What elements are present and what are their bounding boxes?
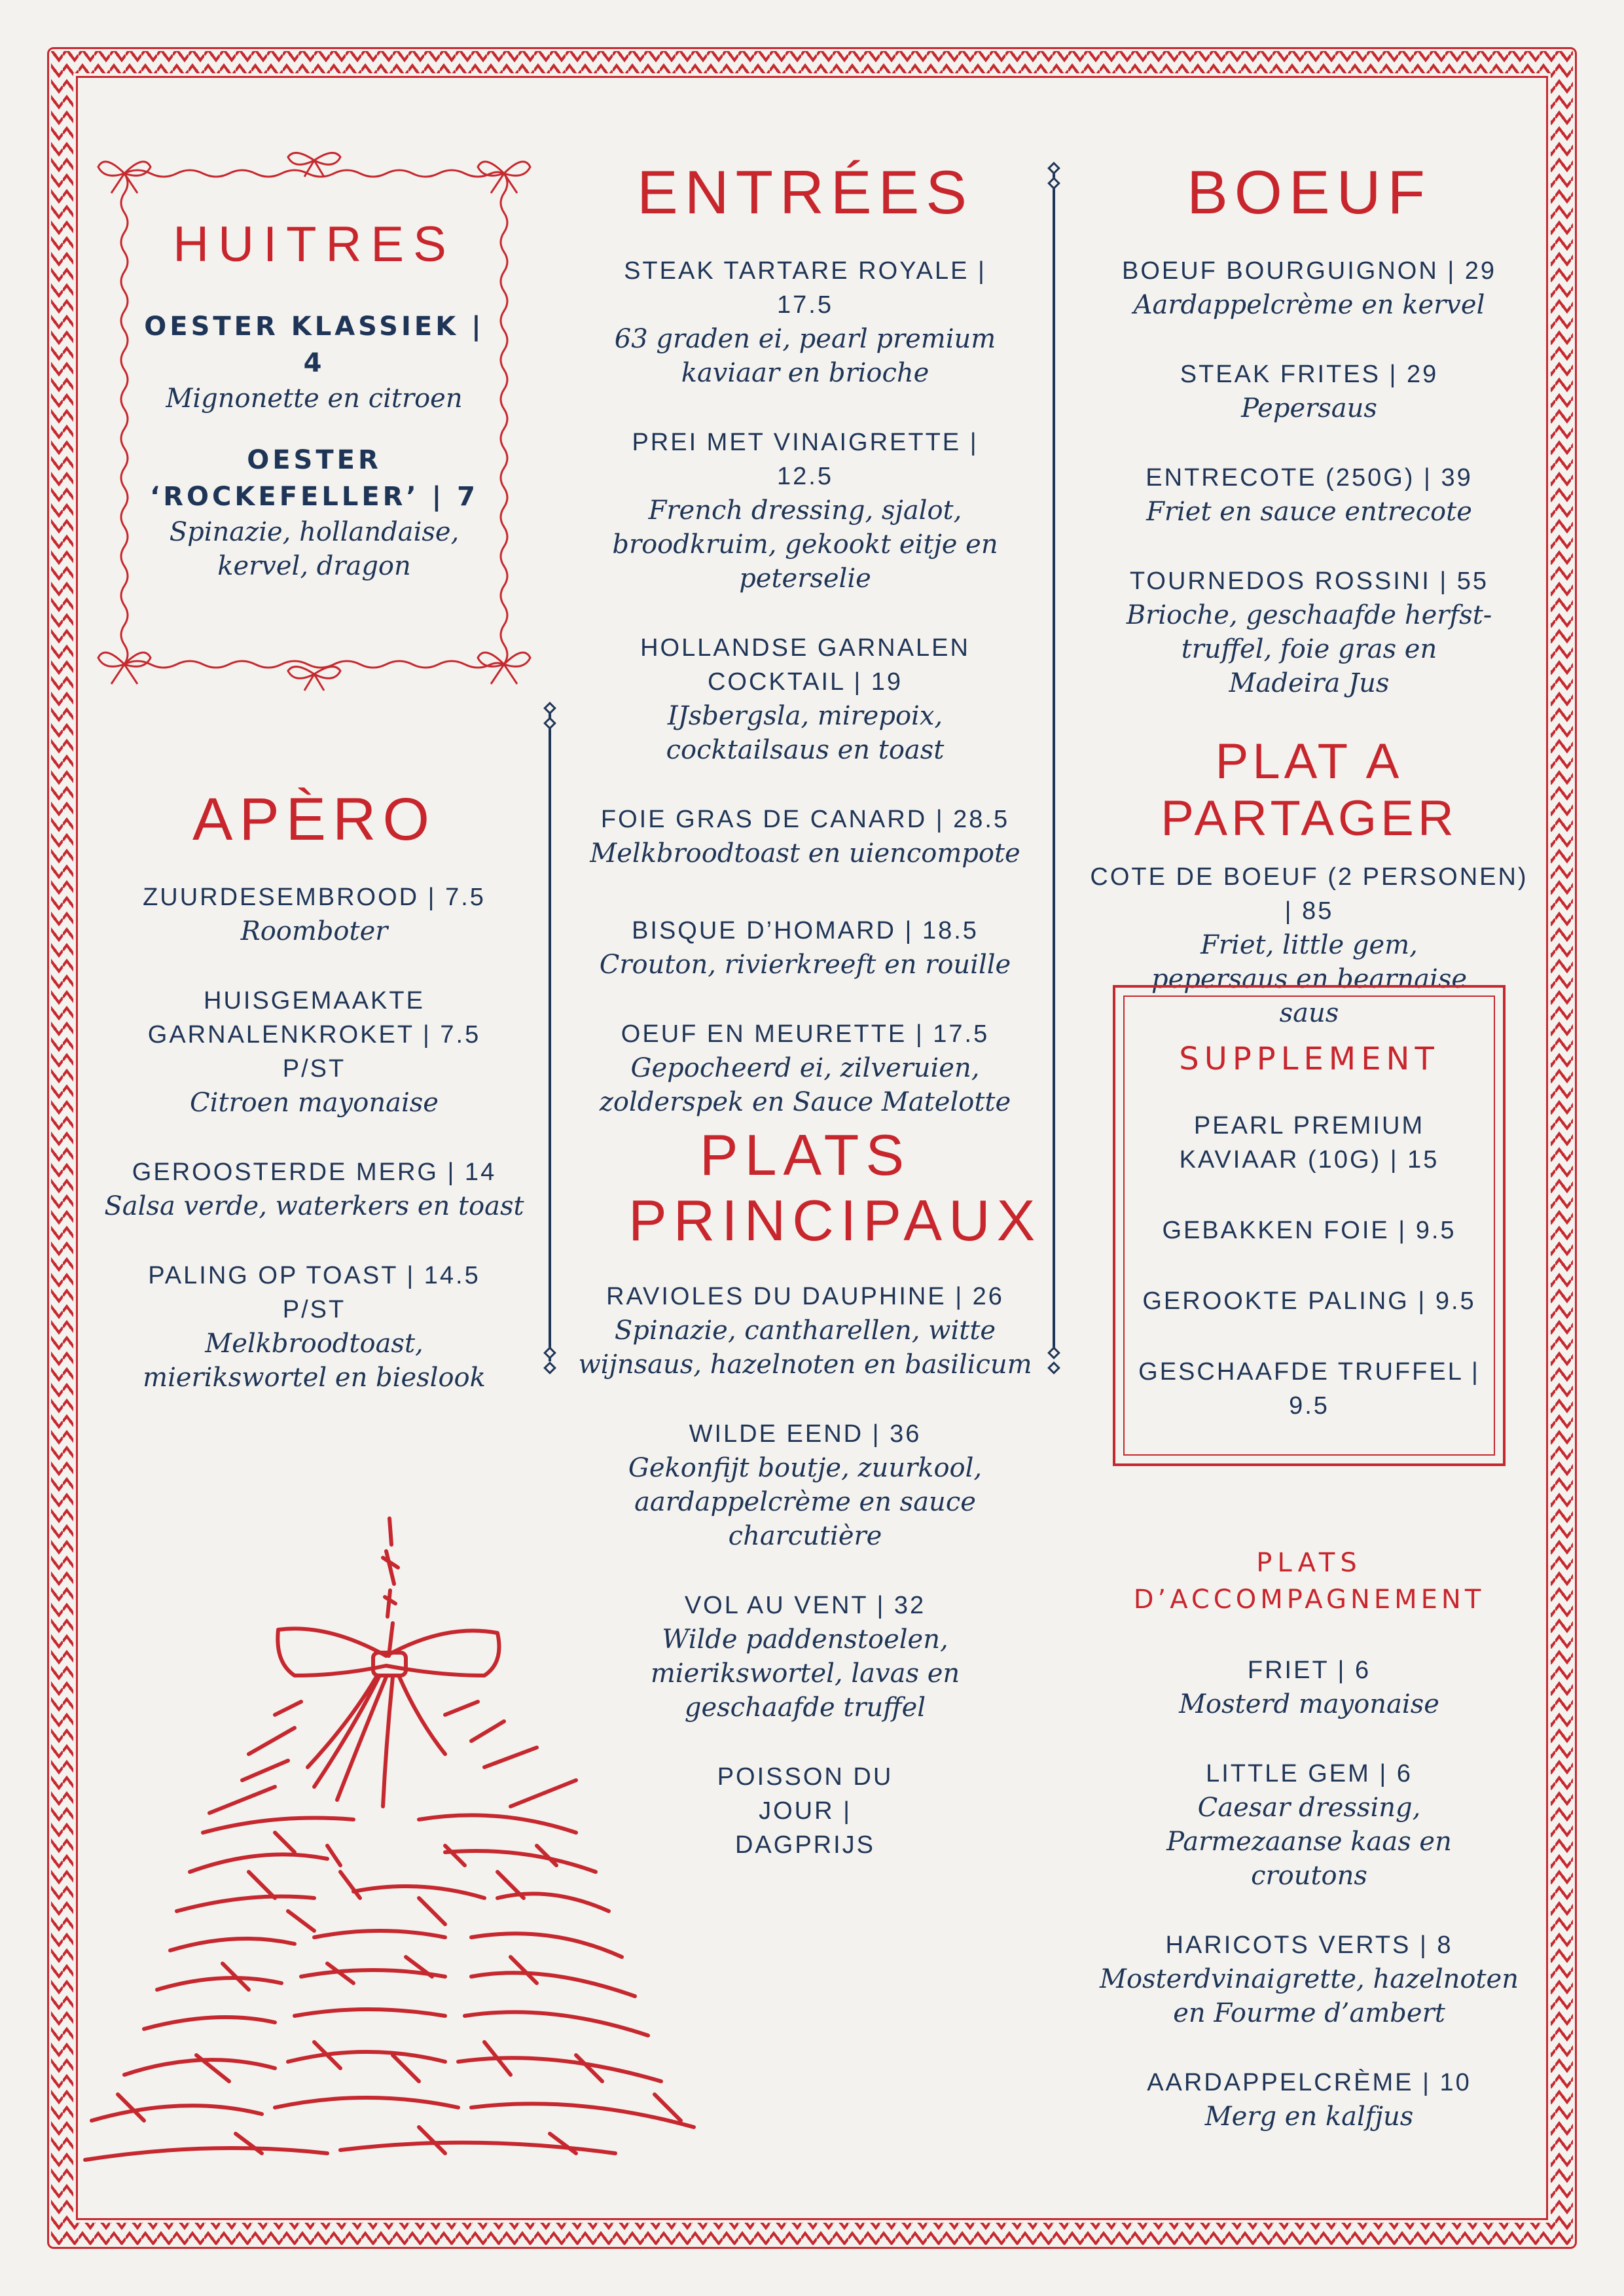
item-desc: Brioche, geschaafde herfst-truffel, foie gras en Madeira Jus	[1126, 600, 1492, 698]
divider-left	[549, 713, 551, 1361]
section-supplement	[1132, 1041, 1486, 1458]
item-desc: Gekonfijt boutje, zuurkool, aardappelcrème en sauce charcutière	[628, 1453, 983, 1551]
item-name: GESCHAAFDE TRUFFEL | 9.5	[1138, 1358, 1480, 1420]
item-name: HOLLANDSE GARNALEN COCKTAIL | 19	[640, 634, 970, 696]
section-apero	[92, 785, 537, 1430]
item-name: ENTRECOTE (250G) | 39	[1146, 464, 1473, 492]
item-name: OEUF EN MEURETTE | 17.5	[621, 1020, 990, 1048]
section-huitres	[137, 216, 491, 619]
menu-item	[1132, 1213, 1486, 1247]
section-title-accompagnement-line1: PLATS	[1256, 1548, 1362, 1578]
menu-item	[1074, 1653, 1545, 1721]
section-title-supplement: SUPPLEMENT	[1179, 1041, 1439, 1077]
item-name: VOL AU VENT | 32	[684, 1592, 926, 1619]
menu-item	[569, 425, 1041, 596]
item-desc: Mosterd mayonaise	[1179, 1689, 1439, 1719]
divider-right	[1053, 173, 1055, 1358]
item-desc: Crouton, rivierkreeft en rouille	[599, 950, 1011, 980]
menu-item	[92, 1155, 537, 1223]
item-name: FOIE GRAS DE CANARD | 28.5	[600, 806, 1010, 833]
item-desc: Gepocheerd ei, zilveruien, zolderspek en Sauce Matelotte	[599, 1053, 1011, 1117]
item-desc: Roomboter	[240, 916, 388, 946]
menu-item	[569, 802, 1041, 870]
section-title-plats: PLATS PRINCIPAUX	[628, 1122, 1042, 1253]
item-desc: French dressing, sjalot, broodkruim, gekookt eitje en peterselie	[612, 495, 998, 594]
menu-item	[1074, 357, 1545, 425]
section-title-huitres: HUITRES	[173, 217, 456, 272]
item-desc: Aardappelcrème en kervel	[1133, 290, 1485, 320]
menu-item	[569, 1280, 1041, 1382]
item-name: FRIET | 6	[1247, 1657, 1371, 1684]
item-desc: Caesar dressing, Parmezaanse kaas en croutons	[1166, 1793, 1452, 1891]
section-title-boeuf: BOEUF	[1187, 158, 1432, 226]
item-name: TOURNEDOS ROSSINI | 55	[1129, 567, 1489, 595]
item-name: GEBAKKEN FOIE | 9.5	[1162, 1217, 1456, 1244]
menu-item	[569, 914, 1041, 982]
section-boeuf	[1074, 157, 1545, 736]
menu-item	[1074, 254, 1545, 322]
item-desc: Pepersaus	[1241, 393, 1377, 423]
item-desc: Wilde paddenstoelen, mierikswortel, lavas en geschaafde truffel	[650, 1624, 960, 1723]
christmas-tree-icon	[79, 1505, 733, 2173]
menu-item	[1132, 1109, 1486, 1177]
item-name: ZUURDESEMBROOD | 7.5	[143, 884, 486, 911]
item-desc: Melkbroodtoast en uiencompote	[590, 838, 1020, 869]
item-name: OESTER ‘ROCKEFELLER’ | 7	[150, 445, 478, 512]
menu-item	[569, 254, 1041, 390]
item-name: AARDAPPELCRÈME | 10	[1147, 2069, 1471, 2096]
menu-item	[137, 308, 491, 416]
item-name: PALING OP TOAST | 14.5 P/ST	[148, 1262, 480, 1323]
item-name: STEAK FRITES | 29	[1180, 361, 1439, 388]
menu-item	[1074, 564, 1545, 700]
menu-item	[92, 984, 537, 1120]
item-name: POISSON DU JOUR | DAGPRIJS	[717, 1763, 893, 1859]
item-desc: Mosterdvinaigrette, hazelnoten en Fourme d’ambert	[1100, 1964, 1519, 2028]
section-title-partager: PLAT A PARTAGER	[1161, 734, 1458, 846]
item-desc: IJsbergsla, mirepoix, cocktailsaus en toast	[666, 701, 945, 765]
menu-item	[92, 1259, 537, 1395]
item-name: GEROOSTERDE MERG | 14	[132, 1158, 497, 1186]
menu-item	[1074, 1928, 1545, 2030]
menu-item	[1074, 2066, 1545, 2134]
item-name: COTE DE BOEUF (2 PERSONEN) | 85	[1090, 863, 1528, 925]
item-name: HUISGEMAAKTE GARNALENKROKET | 7.5 P/ST	[147, 987, 481, 1083]
item-name: GEROOKTE PALING | 9.5	[1142, 1287, 1476, 1315]
item-name: LITTLE GEM | 6	[1206, 1760, 1413, 1787]
menu-item	[137, 442, 491, 583]
menu-item	[569, 631, 1041, 767]
item-name: PEARL PREMIUM KAVIAAR (10G) | 15	[1179, 1112, 1439, 1174]
section-title-accompagnement-line2: D’ACCOMPAGNEMENT	[1133, 1585, 1485, 1615]
item-desc: Citroen mayonaise	[190, 1088, 439, 1118]
item-desc: Mignonette en citroen	[166, 384, 463, 414]
item-desc: 63 graden ei, pearl premium kaviaar en brioche	[614, 324, 996, 388]
item-desc: Friet, little gem, pepersaus en bearnaise saus	[1151, 930, 1468, 1028]
item-desc: Friet en sauce entrecote	[1146, 497, 1472, 527]
menu-item	[92, 880, 537, 948]
item-desc: Salsa verde, waterkers en toast	[104, 1191, 524, 1221]
section-accompagnement	[1074, 1545, 1545, 2169]
item-name: BISQUE D’HOMARD | 18.5	[632, 917, 979, 944]
section-title-apero: APÈRO	[192, 786, 437, 853]
menu-item	[1074, 1757, 1545, 1893]
menu-item	[569, 1017, 1041, 1119]
menu-item	[1074, 461, 1545, 529]
menu-item	[1132, 1284, 1486, 1318]
item-name: OESTER KLASSIEK | 4	[144, 312, 484, 378]
item-desc: Spinazie, cantharellen, witte wijnsaus, hazelnoten en basilicum	[578, 1316, 1032, 1380]
menu-item	[1132, 1355, 1486, 1423]
item-name: PREI MET VINAIGRETTE | 12.5	[632, 429, 979, 490]
section-title-entrees: ENTRÉES	[637, 158, 973, 226]
item-name: HARICOTS VERTS | 8	[1165, 1931, 1453, 1959]
item-name: WILDE EEND | 36	[689, 1420, 922, 1448]
item-name: STEAK TARTARE ROYALE | 17.5	[624, 257, 986, 319]
item-desc: Spinazie, hollandaise, kervel, dragon	[169, 517, 460, 581]
item-desc: Melkbroodtoast, mierikswortel en bieslook	[143, 1329, 486, 1393]
item-desc: Merg en kalfjus	[1204, 2102, 1414, 2132]
section-entrees	[569, 157, 1041, 1155]
item-name: BOEUF BOURGUIGNON | 29	[1121, 257, 1497, 285]
item-name: RAVIOLES DU DAUPHINE | 26	[606, 1283, 1004, 1310]
